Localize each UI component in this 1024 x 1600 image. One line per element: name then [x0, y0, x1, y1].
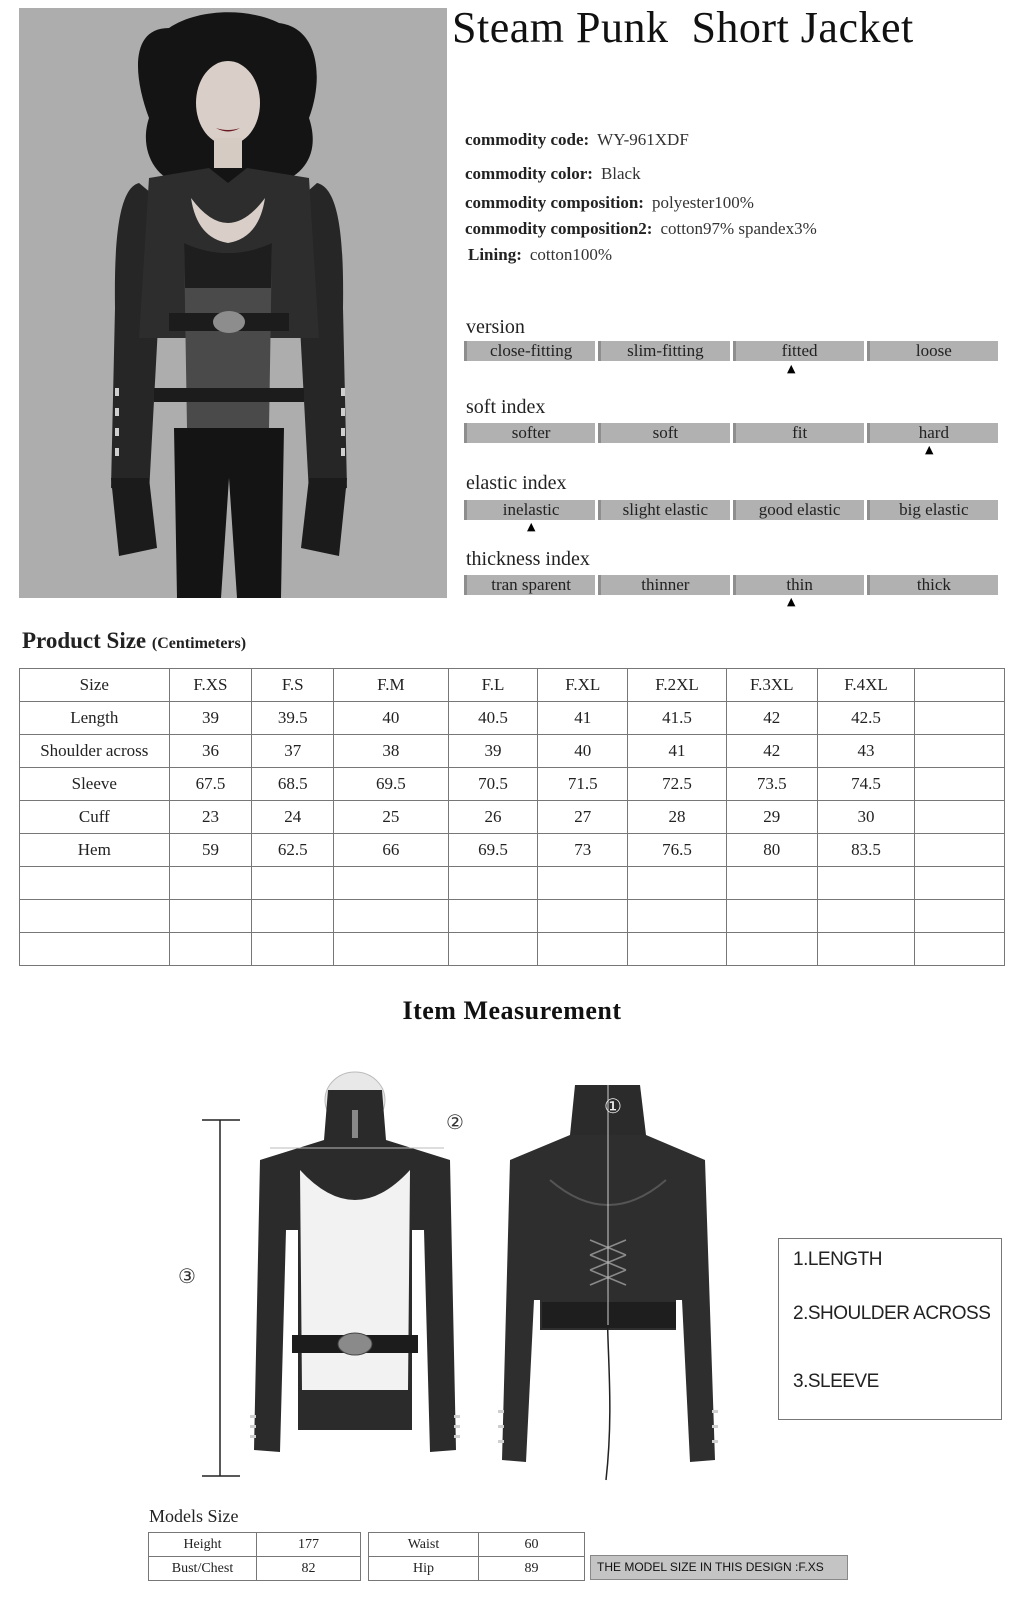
thickness-option: tran sparent	[464, 575, 595, 595]
models-size-title: Models Size	[149, 1506, 239, 1526]
soft-option: fit	[733, 423, 864, 443]
size-cell: 41	[538, 702, 628, 735]
size-cell	[915, 735, 1005, 768]
size-cell	[628, 933, 727, 966]
size-cell	[448, 867, 538, 900]
size-cell: 41.5	[628, 702, 727, 735]
size-cell: 41	[628, 735, 727, 768]
size-cell: 40.5	[448, 702, 538, 735]
size-cell: 39	[448, 735, 538, 768]
model-value: 82	[257, 1557, 361, 1581]
size-cell: 59	[169, 834, 252, 867]
size-cell	[628, 900, 727, 933]
soft-option: hard	[867, 423, 998, 443]
size-cell	[915, 867, 1005, 900]
size-table-header	[20, 669, 1005, 702]
size-table-row	[20, 801, 1005, 834]
size-cell	[817, 933, 915, 966]
elastic-option: slight elastic	[598, 500, 729, 520]
size-row-label: Hem	[20, 834, 170, 867]
size-cell: 23	[169, 801, 252, 834]
size-cell: 39	[169, 702, 252, 735]
size-cell: 73	[538, 834, 628, 867]
legend-shoulder: 2.SHOULDER ACROSS	[793, 1303, 991, 1324]
elastic-marker-icon: ▲	[527, 520, 536, 533]
size-cell: 62.5	[252, 834, 334, 867]
models-table-left	[148, 1532, 361, 1581]
size-cell	[915, 900, 1005, 933]
size-cell: 70.5	[448, 768, 538, 801]
size-cell	[448, 900, 538, 933]
jacket-front-diagram	[180, 1070, 480, 1510]
elastic-option: inelastic	[464, 500, 595, 520]
marker-1: ①	[604, 1094, 622, 1118]
soft-index-title: soft index	[466, 396, 546, 418]
product-photo	[19, 8, 447, 598]
size-cell: 40	[538, 735, 628, 768]
size-table-row	[20, 834, 1005, 867]
version-scale	[464, 341, 998, 361]
size-cell: 27	[538, 801, 628, 834]
size-cell	[915, 702, 1005, 735]
elastic-option: good elastic	[733, 500, 864, 520]
version-option: close-fitting	[464, 341, 595, 361]
marker-2: ②	[446, 1110, 464, 1134]
version-marker-icon: ▲	[787, 362, 796, 375]
size-cell	[726, 867, 817, 900]
marker-3: ③	[178, 1264, 196, 1288]
size-row-label	[20, 933, 170, 966]
spec-color: commodity color: Black	[465, 164, 641, 183]
measurement-legend	[778, 1238, 1002, 1420]
size-cell: 83.5	[817, 834, 915, 867]
size-cell	[628, 867, 727, 900]
size-table-row	[20, 933, 1005, 966]
size-row-label: Cuff	[20, 801, 170, 834]
size-cell	[817, 867, 915, 900]
version-option: fitted	[733, 341, 864, 361]
size-cell: 69.5	[448, 834, 538, 867]
size-table-row	[20, 900, 1005, 933]
model-label: Waist	[369, 1533, 479, 1557]
size-cell: F.XL	[538, 669, 628, 702]
size-cell: 72.5	[628, 768, 727, 801]
size-cell: F.L	[448, 669, 538, 702]
size-cell	[915, 834, 1005, 867]
product-size-title: Product Size (Centimeters)	[22, 628, 247, 653]
size-cell: 25	[334, 801, 449, 834]
size-cell: 40	[334, 702, 449, 735]
size-cell	[252, 867, 334, 900]
thickness-option: thick	[867, 575, 998, 595]
size-cell: 76.5	[628, 834, 727, 867]
size-cell: 71.5	[538, 768, 628, 801]
size-cell	[538, 900, 628, 933]
size-table-row	[20, 768, 1005, 801]
model-value: 177	[257, 1533, 361, 1557]
size-cell: F.3XL	[726, 669, 817, 702]
legend-sleeve: 3.SLEEVE	[793, 1371, 879, 1392]
model-label: Height	[149, 1533, 257, 1557]
size-cell: 80	[726, 834, 817, 867]
size-table-row	[20, 702, 1005, 735]
size-cell: F.XS	[169, 669, 252, 702]
spec-composition2: commodity composition2: cotton97% spandex3%	[465, 219, 817, 238]
size-cell: 30	[817, 801, 915, 834]
soft-option: soft	[598, 423, 729, 443]
size-table	[19, 668, 1005, 966]
size-cell	[252, 933, 334, 966]
model-illustration	[19, 8, 447, 598]
thickness-marker-icon: ▲	[787, 595, 796, 608]
model-label: Hip	[369, 1557, 479, 1581]
soft-marker-icon: ▲	[925, 443, 934, 456]
elastic-option: big elastic	[867, 500, 998, 520]
size-cell	[334, 867, 449, 900]
spec-lining: Lining: cotton100%	[468, 245, 613, 264]
size-cell: 36	[169, 735, 252, 768]
size-cell	[448, 933, 538, 966]
size-row-label: Size	[20, 669, 170, 702]
model-size-note: THE MODEL SIZE IN THIS DESIGN :F.XS	[590, 1555, 848, 1580]
size-cell: 28	[628, 801, 727, 834]
thickness-index-title: thickness index	[466, 548, 590, 570]
size-row-label: Sleeve	[20, 768, 170, 801]
size-row-label: Shoulder across	[20, 735, 170, 768]
size-cell	[915, 768, 1005, 801]
size-row-label	[20, 867, 170, 900]
size-cell	[334, 933, 449, 966]
soft-index-scale	[464, 423, 998, 443]
size-cell: 66	[334, 834, 449, 867]
model-value: 60	[479, 1533, 585, 1557]
size-cell	[538, 867, 628, 900]
thickness-option: thin	[733, 575, 864, 595]
size-cell: 69.5	[334, 768, 449, 801]
thickness-index-scale	[464, 575, 998, 595]
version-option: slim-fitting	[598, 341, 729, 361]
size-cell: 39.5	[252, 702, 334, 735]
size-row-label	[20, 900, 170, 933]
size-cell	[252, 900, 334, 933]
models-table-right	[368, 1532, 585, 1581]
thickness-option: thinner	[598, 575, 729, 595]
size-cell: 38	[334, 735, 449, 768]
size-cell: 37	[252, 735, 334, 768]
spec-composition: commodity composition: polyester100%	[465, 193, 754, 212]
size-cell: F.2XL	[628, 669, 727, 702]
size-cell	[915, 933, 1005, 966]
size-cell: 68.5	[252, 768, 334, 801]
size-cell	[169, 867, 252, 900]
size-cell: F.S	[252, 669, 334, 702]
size-cell: 74.5	[817, 768, 915, 801]
size-cell	[334, 900, 449, 933]
soft-option: softer	[464, 423, 595, 443]
size-cell: 24	[252, 801, 334, 834]
size-table-row	[20, 867, 1005, 900]
size-cell	[726, 933, 817, 966]
size-cell	[817, 900, 915, 933]
product-title: Steam Punk Short Jacket	[452, 3, 914, 52]
size-cell: 73.5	[726, 768, 817, 801]
version-option: loose	[867, 341, 998, 361]
legend-length: 1.LENGTH	[793, 1249, 882, 1270]
size-cell	[169, 900, 252, 933]
size-cell: 42	[726, 735, 817, 768]
version-title: version	[466, 316, 525, 338]
size-cell	[538, 933, 628, 966]
size-cell	[169, 933, 252, 966]
size-cell	[915, 669, 1005, 702]
size-cell: 67.5	[169, 768, 252, 801]
model-label: Bust/Chest	[149, 1557, 257, 1581]
size-table-row	[20, 735, 1005, 768]
size-row-label: Length	[20, 702, 170, 735]
size-cell: 43	[817, 735, 915, 768]
size-cell	[726, 900, 817, 933]
size-cell	[915, 801, 1005, 834]
size-cell: 29	[726, 801, 817, 834]
item-measurement-title: Item Measurement	[402, 996, 622, 1025]
elastic-index-title: elastic index	[466, 472, 567, 494]
size-cell: F.M	[334, 669, 449, 702]
spec-code: commodity code: WY-961XDF	[465, 130, 689, 149]
jacket-back-diagram	[490, 1080, 740, 1500]
model-value: 89	[479, 1557, 585, 1581]
size-cell: 42	[726, 702, 817, 735]
size-cell: 26	[448, 801, 538, 834]
elastic-index-scale	[464, 500, 998, 520]
size-cell: 42.5	[817, 702, 915, 735]
size-cell: F.4XL	[817, 669, 915, 702]
